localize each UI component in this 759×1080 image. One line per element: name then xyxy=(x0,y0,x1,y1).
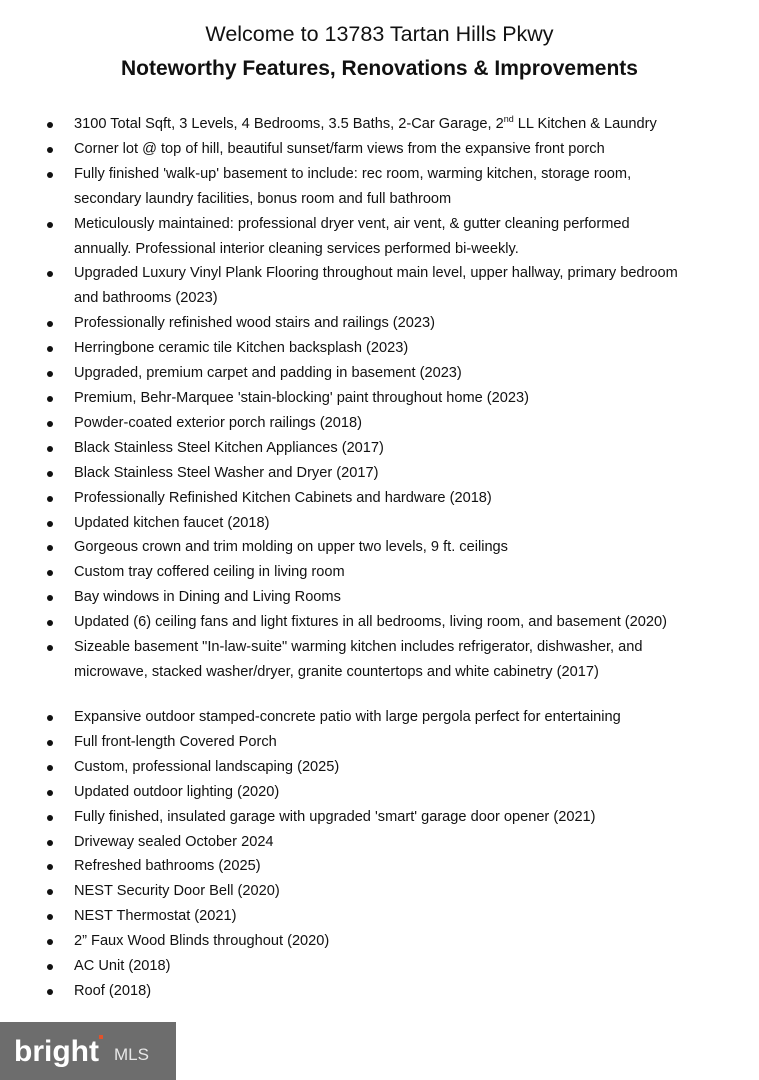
list-item-text: Custom tray coffered ceiling in living room xyxy=(74,564,345,581)
list-item-superscript: nd xyxy=(503,114,514,125)
bullet-icon xyxy=(47,545,53,551)
bullet-icon xyxy=(47,147,53,153)
list-item xyxy=(0,879,759,904)
page-title: Welcome to 13783 Tartan Hills Pkwy xyxy=(205,22,554,46)
list-item xyxy=(0,904,759,929)
list-item-text: 2” Faux Wood Blinds throughout (2020) xyxy=(74,933,330,950)
list-item-text: NEST Thermostat (2021) xyxy=(74,908,237,925)
list-item-text: Meticulously maintained: professional dryer vent, air vent, & gutter cleaning performed xyxy=(74,215,630,232)
svg-text:bright: bright xyxy=(14,1035,99,1068)
list-item-continuation: secondary laundry facilities, bonus room and full bathroom xyxy=(74,190,452,207)
bullet-icon xyxy=(47,371,53,377)
list-item xyxy=(0,780,759,805)
list-item xyxy=(0,311,759,336)
list-item-text: Full front-length Covered Porch xyxy=(74,733,277,750)
list-item xyxy=(0,461,759,486)
bullet-icon xyxy=(47,889,53,895)
bullet-icon xyxy=(47,620,53,626)
page-subtitle: Noteworthy Features, Renovations & Improvements xyxy=(121,57,638,80)
list-item-text: Driveway sealed October 2024 xyxy=(74,833,274,850)
bright-mls-wordmark-icon xyxy=(14,1031,164,1071)
bullet-icon xyxy=(47,172,53,178)
list-item-text: Refreshed bathrooms (2025) xyxy=(74,858,261,875)
bullet-icon xyxy=(47,964,53,970)
list-item-text: Bay windows in Dining and Living Rooms xyxy=(74,589,341,606)
list-item-text: Corner lot @ top of hill, beautiful sunset/farm views from the expansive front porch xyxy=(74,140,605,157)
bullet-icon xyxy=(47,446,53,452)
list-item xyxy=(0,112,759,137)
list-item xyxy=(0,535,759,560)
list-item-text: Upgraded Luxury Vinyl Plank Flooring throughout main level, upper hallway, primary bedroom xyxy=(74,265,678,282)
bullet-icon xyxy=(47,939,53,945)
bullet-icon xyxy=(47,521,53,527)
list-item-text: Powder-coated exterior porch railings (2018) xyxy=(74,414,362,431)
list-item xyxy=(0,830,759,855)
list-item xyxy=(0,730,759,755)
feature-list-interior xyxy=(0,112,759,685)
bullet-icon xyxy=(47,321,53,327)
list-item xyxy=(0,162,759,212)
list-item-text: Premium, Behr-Marquee 'stain-blocking' paint throughout home (2023) xyxy=(74,389,529,406)
list-item-text: LL Kitchen & Laundry xyxy=(513,116,657,132)
bullet-icon xyxy=(47,715,53,721)
list-item xyxy=(0,212,759,262)
bullet-icon xyxy=(47,496,53,502)
list-item xyxy=(0,560,759,585)
list-item-text: Black Stainless Steel Kitchen Appliances (2017) xyxy=(74,439,384,456)
feature-list-exterior xyxy=(0,705,759,1004)
list-item-text: Custom, professional landscaping (2025) xyxy=(74,758,340,775)
bullet-icon xyxy=(47,396,53,402)
bullet-icon xyxy=(47,989,53,995)
list-item xyxy=(0,486,759,511)
bright-mls-logo xyxy=(0,1022,176,1080)
svg-text:MLS: MLS xyxy=(114,1045,149,1064)
bullet-icon xyxy=(47,222,53,228)
list-item-text: Professionally refinished wood stairs and railings (2023) xyxy=(74,315,435,332)
list-item xyxy=(0,585,759,610)
list-item-text: Expansive outdoor stamped-concrete patio with large pergola perfect for entertaining xyxy=(74,709,621,725)
bullet-icon xyxy=(47,740,53,746)
list-item-text: Upgraded, premium carpet and padding in basement (2023) xyxy=(74,365,462,382)
bullet-icon xyxy=(47,346,53,352)
bullet-icon xyxy=(47,570,53,576)
bullet-icon xyxy=(47,595,53,601)
list-item xyxy=(0,436,759,461)
list-item-continuation: and bathrooms (2023) xyxy=(74,290,218,307)
list-item xyxy=(0,635,759,685)
list-item-text: Fully finished 'walk-up' basement to include: rec room, warming kitchen, storage room, xyxy=(74,165,632,182)
bullet-icon xyxy=(47,765,53,771)
list-item xyxy=(0,511,759,536)
list-item-text: Black Stainless Steel Washer and Dryer (2017) xyxy=(74,464,379,481)
bullet-icon xyxy=(47,645,53,651)
list-item-text: Sizeable basement "In-law-suite" warming kitchen includes refrigerator, dishwasher, and xyxy=(74,639,643,656)
list-item-text: Updated (6) ceiling fans and light fixtures in all bedrooms, living room, and basement (2020) xyxy=(74,614,667,631)
list-item-text: Roof (2018) xyxy=(74,982,152,999)
list-item-text: Herringbone ceramic tile Kitchen backsplash (2023) xyxy=(74,340,409,357)
list-item-text: Fully finished, insulated garage with upgraded 'smart' garage door opener (2021) xyxy=(74,808,596,825)
list-item xyxy=(0,805,759,830)
bullet-icon xyxy=(47,790,53,796)
bullet-icon xyxy=(47,864,53,870)
bullet-icon xyxy=(47,914,53,920)
list-item xyxy=(0,705,759,730)
list-item xyxy=(0,929,759,954)
list-item xyxy=(0,755,759,780)
bullet-icon xyxy=(47,815,53,821)
list-item-continuation: annually. Professional interior cleaning services performed bi-weekly. xyxy=(74,240,519,257)
list-item xyxy=(0,979,759,1004)
list-item xyxy=(0,386,759,411)
bullet-icon xyxy=(47,122,53,128)
list-item xyxy=(0,954,759,979)
list-item-text: NEST Security Door Bell (2020) xyxy=(74,883,280,900)
list-item-continuation: microwave, stacked washer/dryer, granite countertops and white cabinetry (2017) xyxy=(74,663,599,680)
list-item-text: Professionally Refinished Kitchen Cabinets and hardware (2018) xyxy=(74,489,492,506)
list-item-text: Updated kitchen faucet (2018) xyxy=(74,514,270,531)
list-item xyxy=(0,854,759,879)
list-item-text: Gorgeous crown and trim molding on upper two levels, 9 ft. ceilings xyxy=(74,539,508,556)
list-item xyxy=(0,411,759,436)
bullet-icon xyxy=(47,840,53,846)
list-item-text: 3100 Total Sqft, 3 Levels, 4 Bedrooms, 3.5 Baths, 2-Car Garage, 2 xyxy=(74,116,504,132)
list-item xyxy=(0,610,759,635)
list-item xyxy=(0,137,759,162)
list-item xyxy=(0,261,759,311)
list-item-text: AC Unit (2018) xyxy=(74,958,171,975)
bullet-icon xyxy=(47,271,53,277)
list-item-text: Updated outdoor lighting (2020) xyxy=(74,783,280,800)
list-item xyxy=(0,336,759,361)
list-item xyxy=(0,361,759,386)
bullet-icon xyxy=(47,471,53,477)
bullet-icon xyxy=(47,421,53,427)
